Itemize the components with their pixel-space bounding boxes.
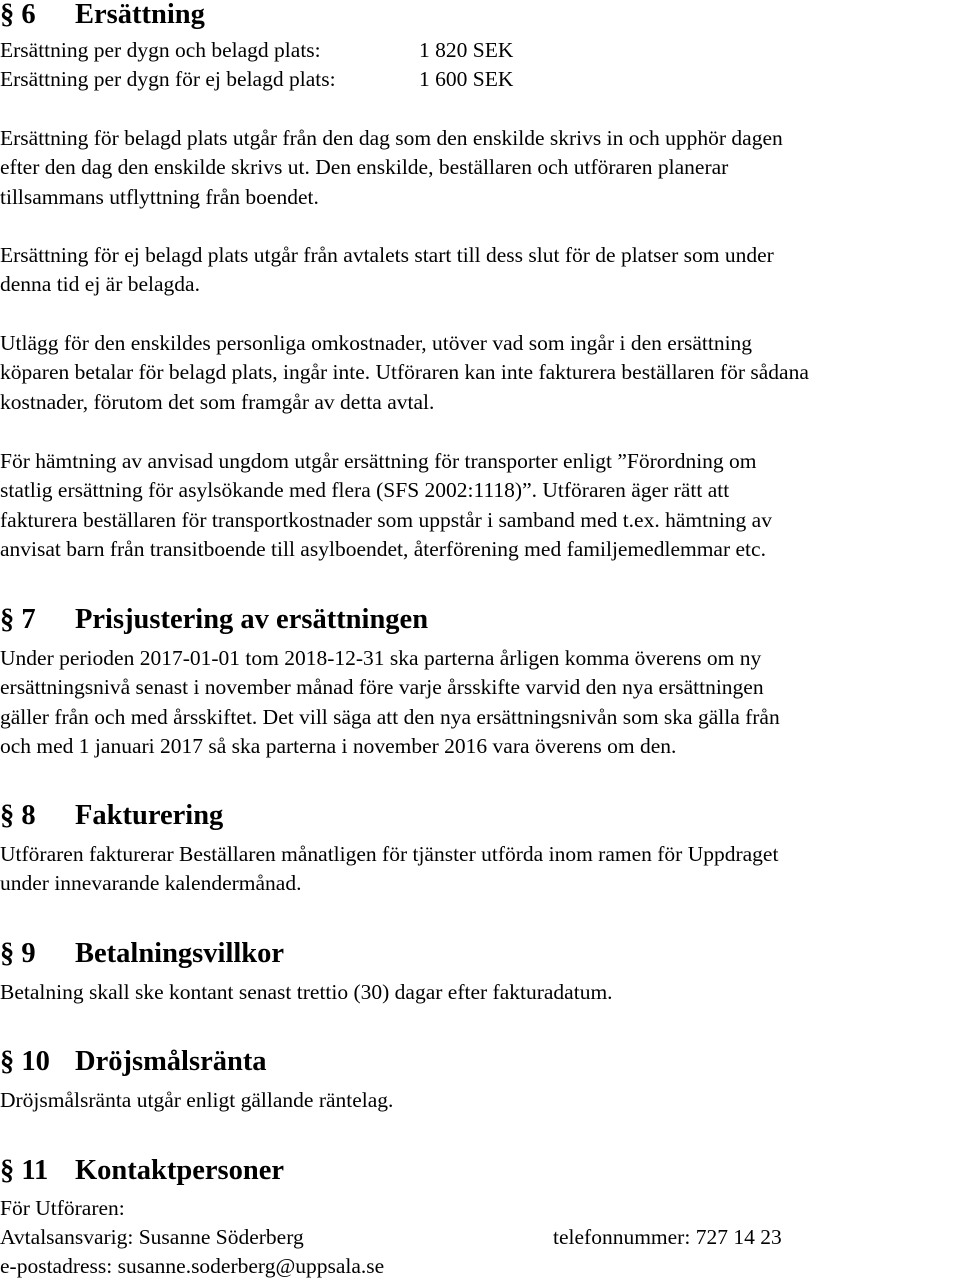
- rate-label-unoccupied: Ersättning per dygn för ej belagd plats:: [0, 67, 336, 91]
- section-6-paragraph-3: Utlägg för den enskildes personliga omkostnader, utöver vad som ingår i den ersättning köparen betalar för belagd plats, ingår inte. Utföraren kan inte fakturera beställaren för sådana kostnader, förutom det som framgår av detta avtal.: [0, 331, 809, 414]
- section-10-heading: [0, 1046, 267, 1077]
- contact-responsible: Avtalsansvarig: Susanne Söderberg: [0, 1225, 304, 1249]
- rate-row-unoccupied: [0, 65, 514, 94]
- section-9-heading: [0, 938, 285, 969]
- section-8-heading: [0, 800, 224, 831]
- section-11-title: Kontaktpersoner: [75, 1155, 284, 1186]
- section-10-title: Dröjsmålsränta: [75, 1046, 267, 1077]
- rate-row-occupied: [0, 36, 514, 65]
- section-6-title: Ersättning: [75, 0, 205, 30]
- section-7-title: Prisjustering av ersättningen: [75, 604, 429, 635]
- section-9-paragraph-1: Betalning skall ske kontant senast trettio (30) dagar efter fakturadatum.: [0, 980, 613, 1004]
- section-10-paragraph-1: Dröjsmålsränta utgår enligt gällande räntelag.: [0, 1088, 394, 1112]
- section-10-number: § 10: [0, 1046, 50, 1077]
- section-6-number: § 6: [0, 0, 36, 30]
- section-7-heading: [0, 604, 429, 635]
- contact-email: e-postadress: susanne.soderberg@uppsala.se: [0, 1254, 385, 1278]
- section-7-number: § 7: [0, 604, 36, 635]
- rate-label-occupied: Ersättning per dygn och belagd plats:: [0, 38, 321, 62]
- section-6-paragraph-2: Ersättning för ej belagd plats utgår från avtalets start till dess slut för de platser som under denna tid ej är belagda.: [0, 243, 774, 297]
- section-8-title: Fakturering: [75, 800, 224, 831]
- rate-value-unoccupied: 1 600 SEK: [419, 67, 514, 91]
- section-6-paragraph-1: Ersättning för belagd plats utgår från den dag som den enskilde skrivs in och upphör dagen efter den dag den enskilde skrivs ut. Den enskilde, beställaren och utföraren planerar tillsammans utflyttning från boendet.: [0, 126, 783, 209]
- rate-value-occupied: 1 820 SEK: [419, 38, 514, 62]
- section-11-number: § 11: [0, 1155, 49, 1186]
- section-7-paragraph-1: Under perioden 2017-01-01 tom 2018-12-31 ska parterna årligen komma överens om ny ersättningsnivå senast i november månad före varje årsskifte varvid den nya ersättningen gäller från och med årsskiftet. Det vill säga att den nya ersättningsnivån som ska gälla från och med 1 januari 2017 så ska parterna i november 2016 vara överens om den.: [0, 646, 780, 758]
- section-8-number: § 8: [0, 800, 36, 831]
- contact-phone: telefonnummer: 727 14 23: [553, 1225, 782, 1249]
- section-6-paragraph-4: För hämtning av anvisad ungdom utgår ersättning för transporter enligt ”Förordning om statlig ersättning för asylsökande med flera (SFS 2002:1118)”. Utföraren äger rätt att fakturera beställaren för transportkostnader som uppstår i samband med t.ex. hämtning av anvisat barn från transitboende till asylboendet, återförening med familjemedlemmar etc.: [0, 449, 772, 561]
- section-6-heading: [0, 0, 205, 30]
- section-9-number: § 9: [0, 938, 36, 969]
- contact-row: [0, 1223, 782, 1252]
- section-8-paragraph-1: Utföraren fakturerar Beställaren månatligen för tjänster utförda inom ramen för Uppdraget under innevarande kalendermånad.: [0, 842, 779, 896]
- section-9-title: Betalningsvillkor: [75, 938, 285, 969]
- contact-party: För Utföraren:: [0, 1196, 125, 1220]
- section-11-heading: [0, 1155, 284, 1186]
